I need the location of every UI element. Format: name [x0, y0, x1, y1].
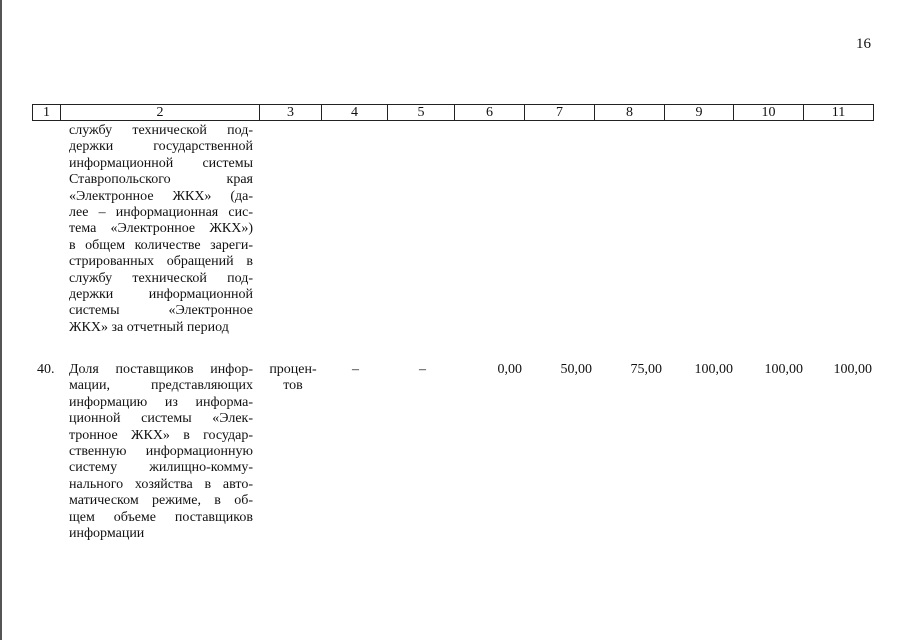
- page-left-edge: [0, 0, 2, 640]
- text-line: матическом режиме, в об-: [69, 493, 253, 509]
- continued-indicator-text: [69, 123, 253, 336]
- text-line: держки государственной: [69, 139, 253, 155]
- text-line: системы «Электронное: [69, 303, 253, 319]
- row-40-col7-value: 50,00: [560, 362, 592, 377]
- text-line: нального хозяйства в авто-: [69, 476, 253, 492]
- header-col-11: 11: [831, 105, 846, 120]
- text-line: тронное ЖКХ» в государ-: [69, 427, 253, 443]
- header-col-8: 8: [595, 105, 665, 120]
- text-line: информационной системы: [69, 155, 253, 171]
- header-col-7: 7: [525, 105, 595, 120]
- row-40-indicator-text: [69, 362, 253, 542]
- text-line: информацию из информа-: [69, 394, 253, 410]
- header-col-4: 4: [322, 105, 388, 120]
- row-40-col10-value: 100,00: [764, 362, 803, 377]
- row-40-number: 40.: [37, 362, 55, 377]
- text-line: лее – информационная сис-: [69, 204, 253, 220]
- text-line: ственную информационную: [69, 443, 253, 459]
- text-line: стрированных обращений в: [69, 254, 253, 270]
- header-col-6: 6: [455, 105, 525, 120]
- header-col-5: 5: [388, 105, 455, 120]
- row-40-col9-value: 100,00: [694, 362, 733, 377]
- row-40-col6-value: 0,00: [497, 362, 522, 377]
- header-col-1: 1: [33, 105, 61, 120]
- page-number: 16: [856, 36, 871, 52]
- text-line: службу технической под-: [69, 270, 253, 286]
- text-line: информации: [69, 525, 145, 541]
- text-line: службу технической под-: [69, 123, 253, 138]
- header-col-2: 2: [61, 105, 260, 120]
- unit-line: тов: [283, 378, 303, 394]
- header-col-9: 9: [665, 105, 734, 120]
- text-line: щем объеме поставщиков: [69, 509, 253, 525]
- header-col-3: 3: [260, 105, 322, 120]
- text-line: Ставропольского края: [69, 172, 253, 188]
- text-line: Доля поставщиков инфор-: [69, 362, 253, 377]
- text-line: держки информационной: [69, 286, 253, 302]
- text-line: в общем количестве зареги-: [69, 237, 253, 253]
- text-line: мации, представляющих: [69, 378, 253, 394]
- text-line: «Электронное ЖКХ» (да-: [69, 188, 253, 204]
- row-40-col4-value: –: [352, 362, 359, 377]
- table-header-row: [32, 104, 874, 121]
- row-40-col5-value: –: [419, 362, 426, 377]
- row-40-unit: [264, 362, 322, 395]
- text-line: систему жилищно-комму-: [69, 460, 253, 476]
- header-col-10: 10: [734, 105, 804, 120]
- unit-line: процен-: [269, 362, 317, 377]
- row-40-col11-value: 100,00: [833, 362, 872, 377]
- text-line: тема «Электронное ЖКХ»): [69, 221, 253, 237]
- text-line: ционной системы «Элек-: [69, 411, 253, 427]
- text-line: ЖКХ» за отчетный период: [69, 319, 229, 335]
- row-40-col8-value: 75,00: [630, 362, 662, 377]
